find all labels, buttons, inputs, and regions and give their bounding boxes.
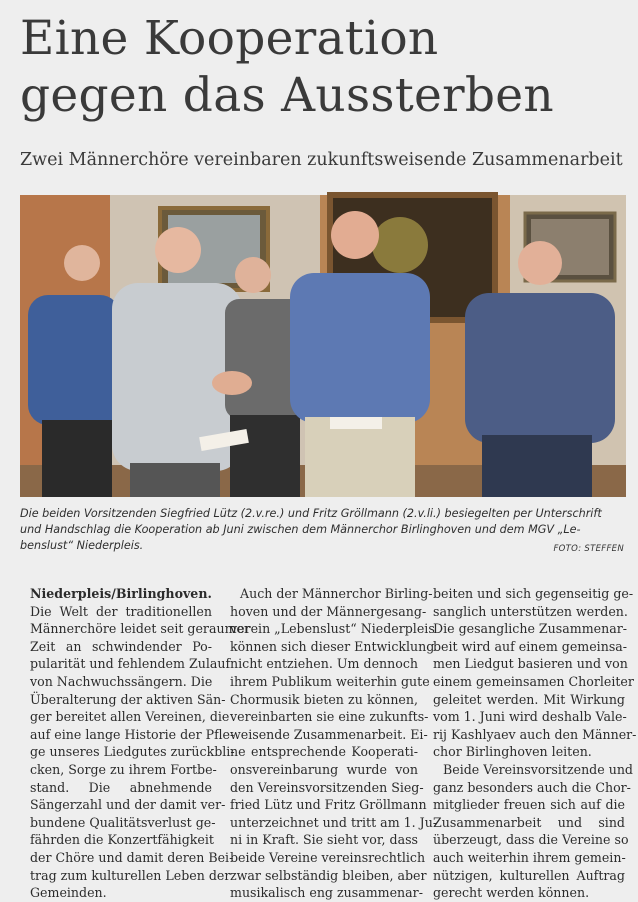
headline <box>20 10 620 124</box>
article-line: ger bereitet allen Vereinen, die <box>30 709 230 725</box>
article-column-1 <box>30 585 250 902</box>
article-line: fried Lütz und Fritz Gröllmann <box>230 797 427 813</box>
article-line: beiten und sich gegenseitig ge- <box>433 586 634 601</box>
article-line: nützigen, kulturellen Auftrag <box>433 867 625 883</box>
headline-line-2: gegen das Aussterben <box>20 68 554 123</box>
article-line: chor Birlinghoven leiten. <box>433 744 592 760</box>
article-line: Chormusik bieten zu können, <box>230 691 418 707</box>
article-line: einem gemeinsamen Chorleiter <box>433 673 634 689</box>
group-photo <box>20 195 626 497</box>
article-line: bundene Qualitätsverlust ge- <box>30 814 216 830</box>
article-line: Zeit an schwindender Po- <box>30 638 212 654</box>
photo-caption <box>20 506 626 554</box>
article-line: beide Vereine vereinsrechtlich <box>230 849 426 865</box>
article-line: geleitet werden. Mit Wirkung <box>433 691 625 707</box>
article-line: unterzeichnet und tritt am 1. Ju- <box>230 814 438 830</box>
article-line: von Nachwuchssängern. Die <box>30 673 213 689</box>
article-line: pularität und fehlendem Zulauf <box>30 656 231 672</box>
article-line: onsvereinbarung wurde von <box>230 761 418 777</box>
article-line: mitglieder freuen sich auf die <box>433 797 625 813</box>
article-line: der Chöre und damit deren Bei- <box>30 849 234 865</box>
article-line: überzeugt, dass die Vereine so <box>433 832 629 848</box>
article-line: cken, Sorge zu ihrem Fortbe- <box>30 761 217 777</box>
article-line: auf eine lange Historie der Pfle- <box>30 726 235 742</box>
article-line: vom 1. Juni wird deshalb Vale- <box>433 709 627 725</box>
article-line: verein „Lebenslust“ Niederpleis <box>230 621 435 637</box>
article-line: weisende Zusammenarbeit. Ei- <box>230 726 428 742</box>
article-line: Die Welt der traditionellen <box>30 603 212 619</box>
article-line: fährden die Konzertfähigkeit <box>30 832 214 848</box>
caption-line-2: und Handschlag die Kooperation ab Juni zwischen dem Männerchor Birlinghoven und dem MGV „Le- <box>20 523 581 536</box>
article-line: rij Kashlyaev auch den Männer- <box>433 726 637 742</box>
caption-line-1: Die beiden Vorsitzenden Siegfried Lütz (2.v.re.) und Fritz Gröllmann (2.v.li.) besiegelten per Unterschrift <box>20 507 602 520</box>
subheadline: Zwei Männerchöre vereinbaren zukunftsweisende Zusammenarbeit <box>20 150 623 170</box>
article-line: Beide Vereinsvorsitzende und <box>443 761 633 777</box>
article-line: Zusammenarbeit und sind <box>433 814 625 830</box>
article-line: ganz besonders auch die Chor- <box>433 779 631 795</box>
caption-line-3: benslust“ Niederpleis. <box>20 539 144 552</box>
article-line: hoven und der Männergesang- <box>230 603 427 619</box>
article-line: Männerchöre leidet seit geraumer <box>30 621 250 637</box>
article-line: Überalterung der aktiven Sän- <box>30 691 226 707</box>
article-column-3 <box>433 585 637 902</box>
article-line: ihrem Publikum weiterhin gute <box>230 673 430 689</box>
article-line: Gemeinden. <box>30 885 107 901</box>
article-line: men Liedgut basieren und von <box>433 656 628 672</box>
article-line: gerecht werden können. <box>433 885 590 901</box>
article-line: zwar selbständig bleiben, aber <box>230 867 427 883</box>
article-line: nicht entziehen. Um dennoch <box>230 656 418 672</box>
article-line: ge unseres Liedgutes zurückbli- <box>30 744 235 760</box>
photo-credit: FOTO: STEFFEN <box>553 544 624 554</box>
article-column-2 <box>230 585 438 902</box>
article-line: auch weiterhin ihrem gemein- <box>433 849 626 865</box>
article-line: ne entsprechende Kooperati- <box>230 744 418 760</box>
article-line: ni in Kraft. Sie sieht vor, dass <box>230 832 419 848</box>
article-line: beit wird auf einem gemeinsa- <box>433 638 628 654</box>
article-line: Die gesangliche Zusammenar- <box>433 621 627 637</box>
article-line: Sängerzahl und der damit ver- <box>30 797 226 813</box>
article-line: vereinbarten sie eine zukunfts- <box>230 709 429 725</box>
article-line: können sich dieser Entwicklung <box>230 638 435 654</box>
article-line: den Vereinsvorsitzenden Sieg- <box>230 779 424 795</box>
headline-line-1: Eine Kooperation <box>20 11 439 66</box>
article-line: trag zum kulturellen Leben der <box>30 867 231 883</box>
article-line: stand. Die abnehmende <box>30 779 212 795</box>
article-dateline: Niederpleis/Birlinghoven. <box>30 586 212 601</box>
article-line: sanglich unterstützen werden. <box>433 603 628 619</box>
article-line: Auch der Männerchor Birling- <box>240 586 433 601</box>
article-line: musikalisch eng zusammenar- <box>230 885 423 901</box>
group-photo-icon <box>20 195 626 497</box>
